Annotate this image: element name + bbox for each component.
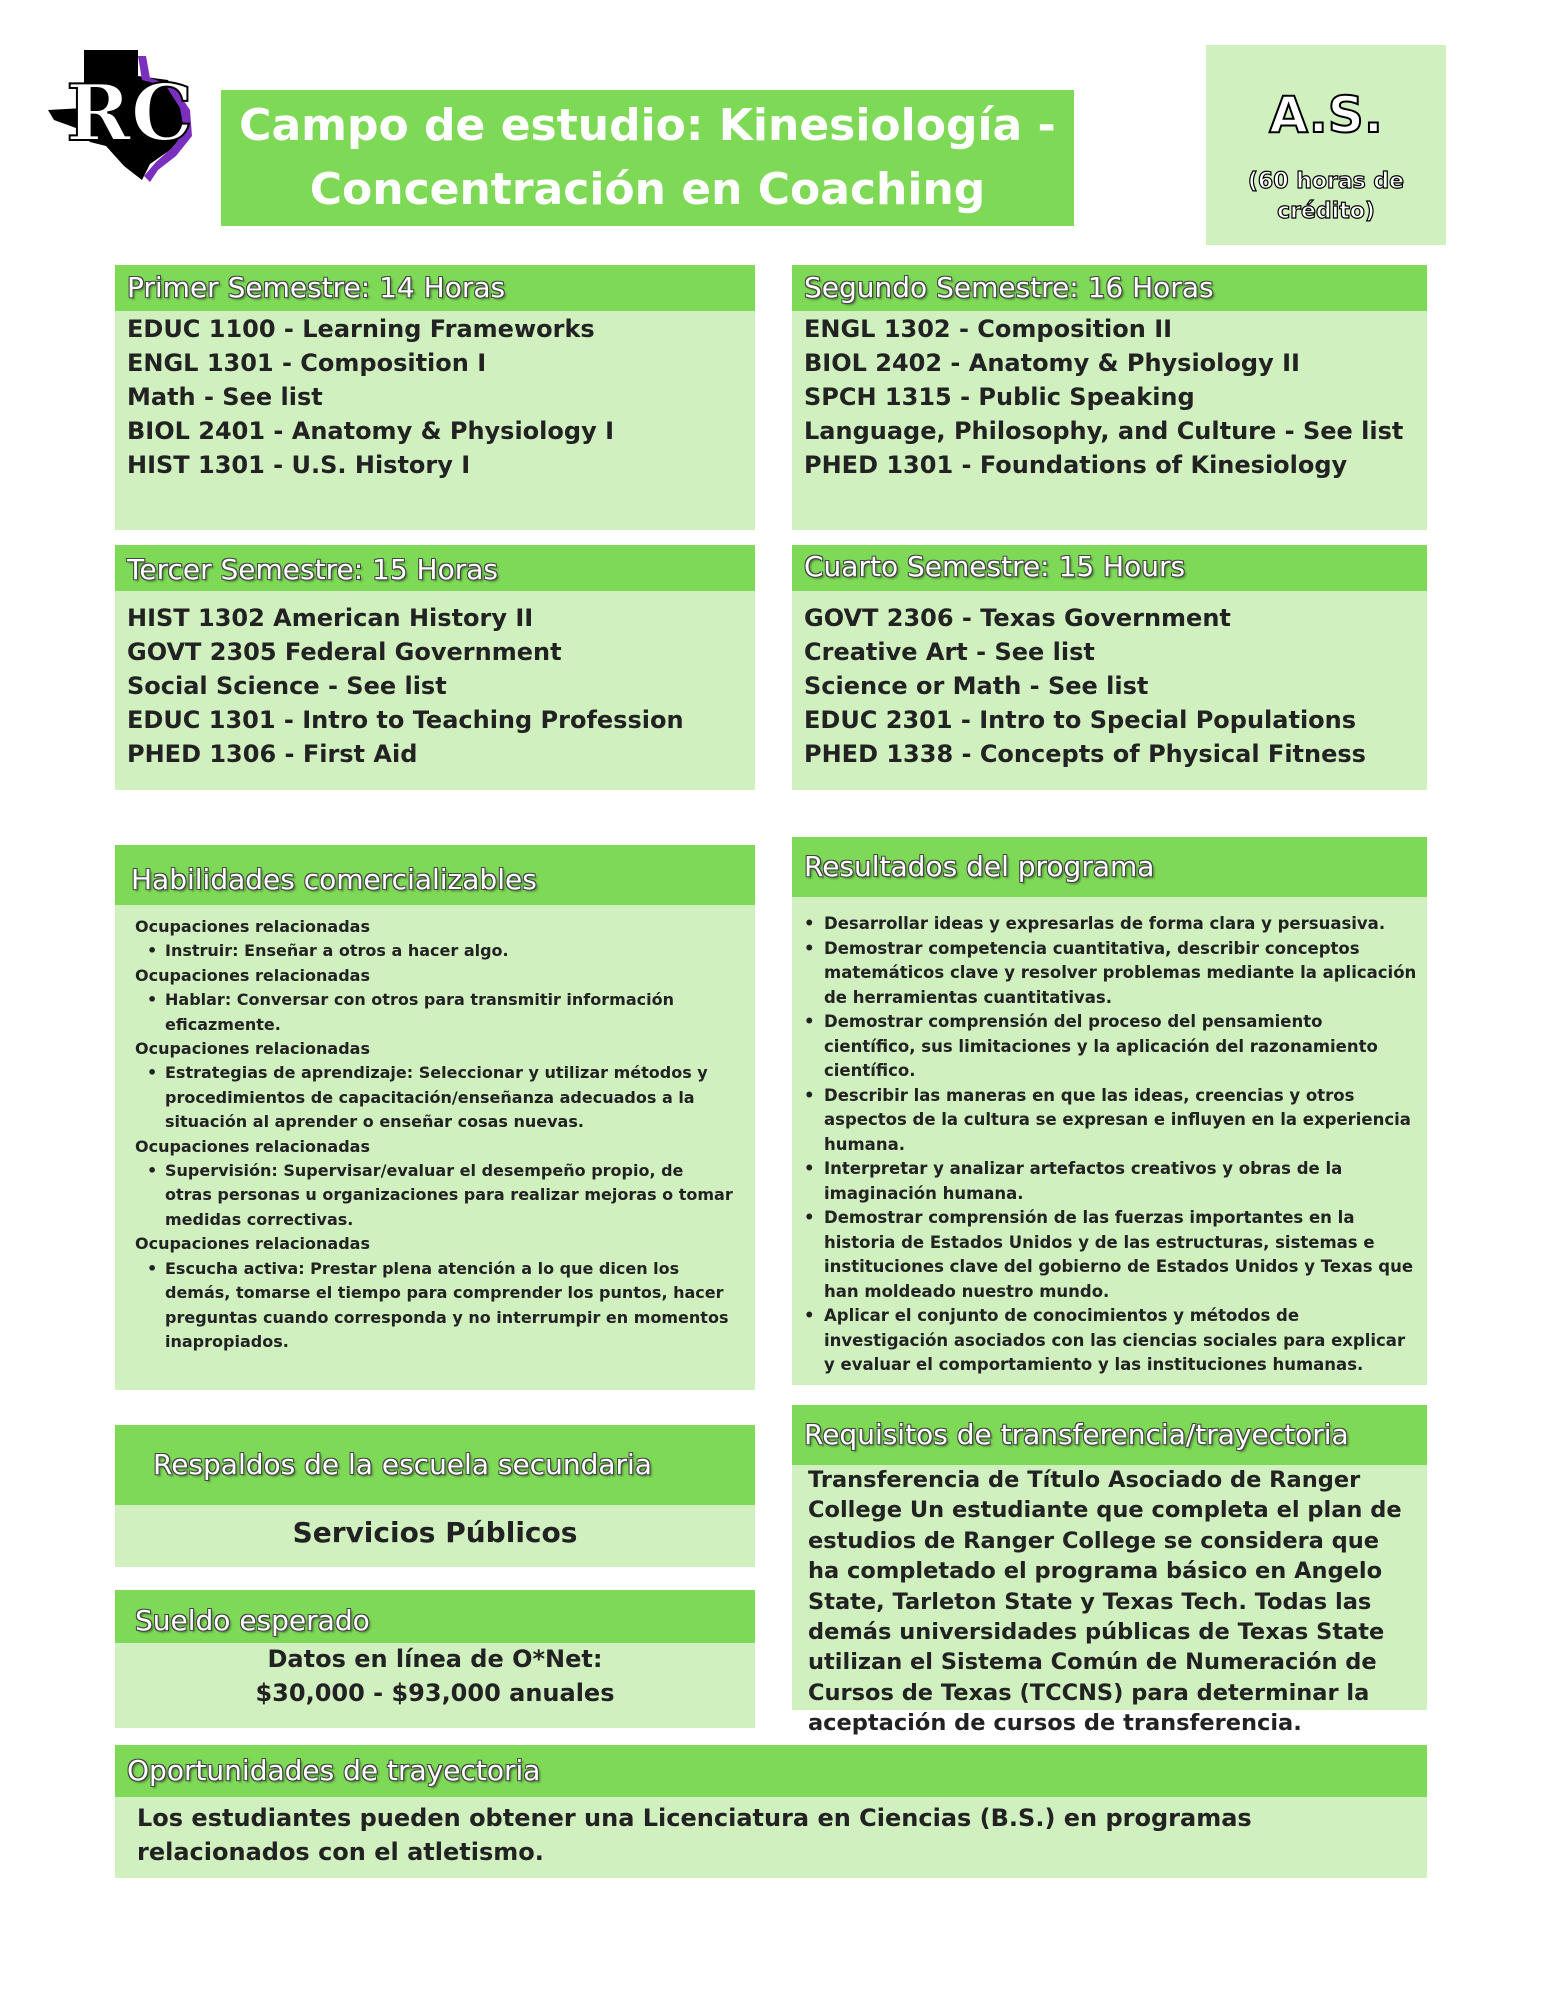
semester-1-heading: Primer Semestre: 14 Horas [127,271,506,304]
skill-item: • Escucha activa: Prestar plena atención a lo que dicen los demás, tomarse el tiempo para comprender los puntos, hacer preguntas cuando corresponda y no interrumpir en momentos inapropiados. [135,1257,735,1355]
program-outcomes-header [792,837,1427,897]
outcome-item: • Demostrar competencia cuantitativa, describir conceptos matemáticos clave y resolver problemas mediante la aplicación de herramientas cuantitativas. [798,937,1418,1011]
course-item: EDUC 2301 - Intro to Special Populations [804,706,1357,734]
occupation-label: Ocupaciones relacionadas [135,917,370,936]
course-item: PHED 1301 - Foundations of Kinesiology [804,451,1348,479]
course-item: EDUC 1100 - Learning Frameworks [127,315,595,343]
pathway-heading: Oportunidades de trayectoria [127,1754,541,1787]
ranger-college-logo [46,46,196,182]
course-item: ENGL 1302 - Composition II [804,315,1173,343]
salary-panel [115,1590,755,1728]
degree-credit-hours: (60 horas de crédito) [1247,169,1405,224]
semester-1-panel [115,265,755,530]
salary-source: Datos en línea de O*Net: [267,1645,603,1673]
degree-label: A.S. [1269,86,1383,144]
program-outcomes-panel [792,837,1427,1385]
course-item: Science or Math - See list [804,672,1149,700]
degree-box [1206,45,1446,245]
salary-range: $30,000 - $93,000 anuales [255,1679,615,1707]
course-item: BIOL 2402 - Anatomy & Physiology II [804,349,1300,377]
semester-4-heading: Cuarto Semestre: 15 Hours [804,550,1186,583]
course-item: Language, Philosophy, and Culture - See list [804,417,1404,445]
transfer-panel [792,1405,1427,1737]
page-title: Campo de estudio: Kinesiología - Concentración en Coaching [239,100,1056,215]
semester-3-header [115,545,755,591]
semester-4-panel [792,545,1427,790]
occupation-label: Ocupaciones relacionadas [135,1234,370,1254]
outcome-item: • Aplicar el conjunto de conocimientos y métodos de investigación asociados con las ciencias sociales para explicar y evaluar el comportamiento y las instituciones humanas. [798,1304,1418,1378]
semester-3-course-list [127,601,684,771]
outcome-item: • Demostrar comprensión de las fuerzas importantes en la historia de Estados Unidos y de las estructuras, sistemas e instituciones clave del gobierno de Estados Unidos y Texas que han moldeado nuestro mundo. [798,1206,1418,1304]
semester-1-course-list [127,312,614,482]
endorsements-header [115,1425,755,1505]
skill-item: • Supervisión: Supervisar/evaluar el desempeño propio, de otras personas u organizaciones para realizar mejoras o tomar medidas correctivas. [135,1159,735,1232]
semester-2-course-list [804,312,1403,482]
course-item: EDUC 1301 - Intro to Teaching Profession [127,706,684,734]
salary-heading: Sueldo esperado [135,1604,370,1637]
outcome-item: • Demostrar comprensión del proceso del pensamiento científico, sus limitaciones y la aplicación del razonamiento científico. [798,1010,1418,1084]
skill-item: • Hablar: Conversar con otros para transmitir información eficazmente. [135,988,735,1037]
transfer-heading: Requisitos de transferencia/trayectoria [804,1418,1349,1451]
title-banner [221,90,1074,226]
course-item: Creative Art - See list [804,638,1095,666]
course-item: PHED 1338 - Concepts of Physical Fitness [804,740,1366,768]
outcome-item: • Desarrollar ideas y expresarlas de forma clara y persuasiva. [798,912,1418,937]
marketable-skills-heading: Habilidades comercializables [131,863,537,896]
course-item: PHED 1306 - First Aid [127,740,418,768]
occupation-label: Ocupaciones relacionadas [135,1136,370,1156]
outcome-item: • Describir las maneras en que las ideas, creencias y otros aspectos de la cultura se expresan e influyen en la experiencia humana. [798,1084,1418,1158]
outcomes-list [798,912,1418,1378]
marketable-skills-header [115,845,755,905]
course-item: HIST 1302 American History II [127,604,534,632]
outcome-item: • Interpretar y analizar artefactos creativos y obras de la imaginación humana. [798,1157,1418,1206]
endorsement-value: Servicios Públicos [292,1516,578,1549]
course-item: HIST 1301 - U.S. History I [127,451,471,479]
course-item: GOVT 2306 - Texas Government [804,604,1231,632]
semester-4-header [792,545,1427,591]
semester-3-panel [115,545,755,790]
course-item: SPCH 1315 - Public Speaking [804,383,1195,411]
pathway-header [115,1745,1427,1797]
marketable-skills-panel [115,845,755,1390]
salary-header [115,1590,755,1643]
course-item: Math - See list [127,383,323,411]
program-outcomes-heading: Resultados del programa [804,850,1155,883]
occupation-label: Ocupaciones relacionadas [135,965,370,985]
pathway-text: Los estudiantes pueden obtener una Licenciatura en Ciencias (B.S.) en programas relacionados con el atletismo. [137,1804,1252,1866]
pathway-panel [115,1745,1427,1878]
skill-item: • Estrategias de aprendizaje: Seleccionar y utilizar métodos y procedimientos de capacitación/enseñanza adecuados a la situación al aprender o enseñar cosas nuevas. [135,1061,735,1134]
course-item: Social Science - See list [127,672,447,700]
logo-letters: RC [66,68,193,159]
semester-3-heading: Tercer Semestre: 15 Horas [127,553,498,586]
course-item: ENGL 1301 - Composition I [127,349,487,377]
transfer-header [792,1405,1427,1465]
course-item: GOVT 2305 Federal Government [127,638,562,666]
semester-2-panel [792,265,1427,530]
endorsements-heading: Respaldos de la escuela secundaria [153,1448,652,1481]
semester-2-header [792,265,1427,311]
semester-1-header [115,265,755,311]
transfer-text: Transferencia de Título Asociado de Ranger College Un estudiante que completa el plan de estudios de Ranger College se considera que ha completado el programa básico en Angelo State, Tarleton State y Texas Tech. Todas las demás universidades públicas de Texas State utilizan el Sistema Común de Numeración de Cursos de Texas (TCCNS) para determinar la aceptación de cursos de transferencia. [808,1467,1402,1737]
semester-2-heading: Segundo Semestre: 16 Horas [804,271,1214,304]
skill-item: • Instruir: Enseñar a otros a hacer algo. [135,939,735,963]
skills-list [135,915,735,1354]
endorsements-panel [115,1425,755,1567]
semester-4-course-list [804,601,1366,771]
course-item: BIOL 2401 - Anatomy & Physiology I [127,417,614,445]
occupation-label: Ocupaciones relacionadas [135,1039,370,1059]
